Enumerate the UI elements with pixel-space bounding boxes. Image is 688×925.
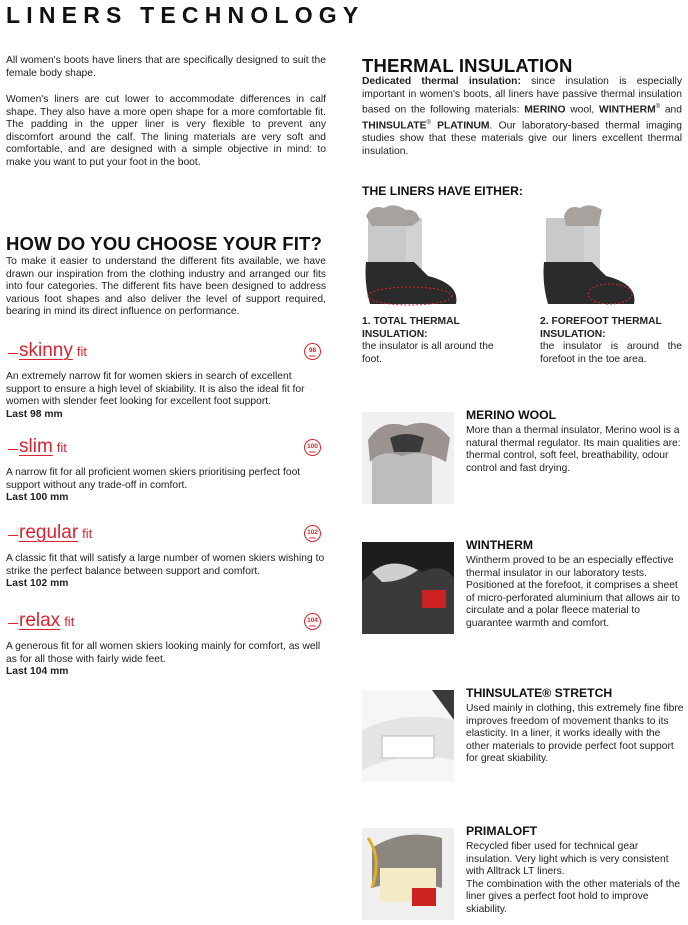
material-name: THINSULATE® STRETCH [466,686,613,700]
fit-suffix: fit [64,614,75,629]
badge-unit: mm [309,536,316,540]
fit-last: Last 104 mm [6,666,69,678]
liner-option-description: the insulator is around the forefoot in the toe area. [540,341,682,365]
badge-value: 100 [307,443,318,450]
thermal-text: . Our laboratory-based thermal imaging studies show that these materials give our liners excellent thermal insulation. [362,120,683,157]
boot-image-total [362,204,462,310]
fit-last: Last 100 mm [6,492,69,504]
liner-option-forefoot [540,316,682,366]
badge-value: 102 [307,529,318,536]
thermal-heading: THERMAL INSULATION [362,55,573,76]
badge-unit: mm [309,624,316,628]
fit-description [6,467,328,505]
material-platinum: PLATINUM [430,120,490,132]
fit-name-slim [8,436,67,458]
liners-heading: THE LINERS HAVE EITHER: [362,184,523,198]
fit-description [6,371,328,421]
material-image [362,412,454,504]
fit-description-text: A classic fit that will satisfy a large number of women skiers wishing to strike the perfect balance between support and comfort. [6,553,325,577]
material-image [362,690,454,782]
thermal-text: wool, [565,104,600,116]
fit-description [6,553,328,591]
badge-unit: mm [309,450,316,454]
thermal-text: since insulation is especially important in women's boots, all liners have passive thermal insulation based on the following materials: [362,76,682,116]
fit-dash [8,623,18,624]
thermal-lead: Dedicated thermal insulation: [362,76,521,87]
material-name: MERINO WOOL [466,408,557,422]
last-width-badge [304,343,321,360]
material-image [362,828,454,920]
material-image [362,542,454,634]
fit-description-text: A generous fit for all women skiers looking mainly for comfort, as well as for all those with fairly wide feet. [6,641,321,665]
fit-word: slim [19,436,53,457]
fit-name-regular [8,522,92,544]
fit-suffix: fit [82,526,93,541]
choose-fit-heading: HOW DO YOU CHOOSE YOUR FIT? [6,233,323,254]
material-description: Wintherm proved to be an especially effective thermal insulator in our laboratory tests. Positioned at the forefoot, it comprises a sheet of micro-perforated aluminium that allows air to circulate and a polar fleece material to guarantee warmth and comfort. [466,555,681,629]
material-description: Recycled fiber used for technical gear insulation. Very light which is very consistent with Alltrack LT liners. The combination with the other materials of the liner gives a perfect foot hold to improve skiability. [466,841,681,915]
intro-paragraph-2: Women's liners are cut lower to accommodate differences in calf shape. They also have a more open shape for a more comfortable fit. The padding in the upper liner is very flexible to prevent any discomfort around the calf. The lining materials are very soft and comfortable, and are designed with a simple objective in mind: to make you want to put your foot in the boot. [6,94,326,168]
registered-mark: ® [426,120,431,127]
registered-mark: ® [655,104,661,111]
last-width-badge [304,613,321,630]
fit-last: Last 98 mm [6,408,63,420]
fit-description-text: An extremely narrow fit for women skiers in search of excellent support to ensure a high level of skiability. It is also the ideal fit for women with slender feet looking for excellent foot support. [6,371,305,408]
badge-unit: mm [309,354,316,358]
fit-name-relax [8,610,74,632]
material-thinsulate: THINSULATE [362,120,427,132]
badge-value: 98 [308,347,317,354]
fit-word: regular [19,522,79,543]
badge-value: 104 [307,617,318,624]
page-title: LINERS TECHNOLOGY [6,2,365,28]
liner-option-total [362,316,512,366]
material-name: PRIMALOFT [466,824,538,838]
fit-suffix: fit [56,440,67,455]
material-description: Used mainly in clothing, this extremely fine fibre improves freedom of movement thanks to its elasticity. In a liner, it works ideally with the other materials to provide perfect foot support for great skiability. [466,703,684,765]
intro-paragraph-1: All women's boots have liners that are specifically designed to suit the female body shape. [6,55,326,79]
fit-dash [8,449,18,450]
fit-description [6,641,328,679]
fit-suffix: fit [76,344,87,359]
last-width-badge [304,525,321,542]
liner-option-title: 2. FOREFOOT THERMAL INSULATION: [540,316,662,340]
fit-name-skinny [8,340,87,362]
last-width-badge [304,439,321,456]
boot-image-forefoot [540,204,640,310]
fit-dash [8,535,18,536]
fit-description-text: A narrow fit for all proficient women skiers prioritising perfect foot support without any trade-off in comfort. [6,467,301,491]
material-name: WINTHERM [466,538,534,552]
material-wintherm: WINTHERM [599,104,656,116]
liner-option-description: the insulator is all around the foot. [362,341,494,365]
thermal-text: and [660,104,683,116]
liner-option-title: 1. TOTAL THERMAL INSULATION: [362,316,460,340]
fit-last: Last 102 mm [6,578,69,590]
fit-dash [8,353,18,354]
choose-fit-body: To make it easier to understand the different fits available, we have drawn our inspiration from the clothing industry and arranged our fits into four categories. The different fits have been designed to address various foot shapes and also deliver the level of support required, bearing in mind its direct influence on performance. [6,256,326,318]
fit-word: relax [19,610,61,631]
material-merino: MERINO [524,104,566,116]
fit-word: skinny [19,340,73,361]
thermal-body [362,76,682,158]
material-description: More than a thermal insulator, Merino wool is a natural thermal regulator. Its main qualities are: thermal control, soft feel, breathability, odour control and fast drying. [466,425,681,474]
